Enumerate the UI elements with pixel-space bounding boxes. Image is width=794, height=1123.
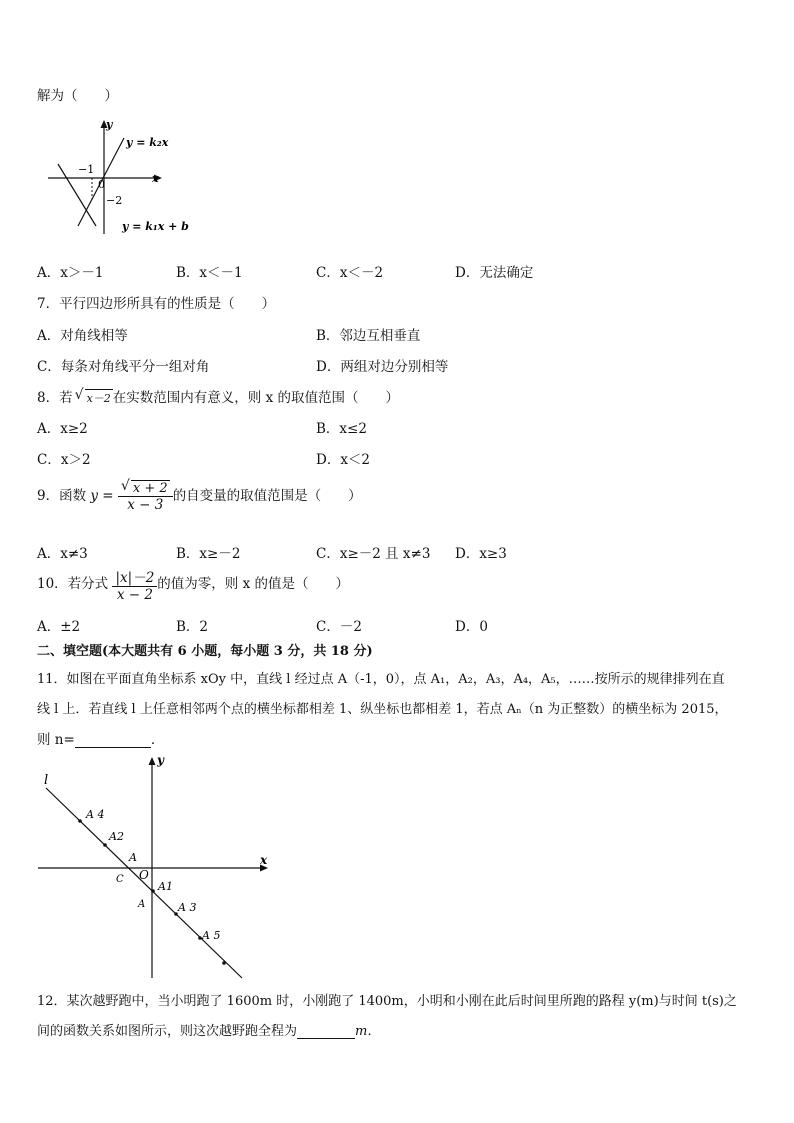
label-a-low: A xyxy=(138,899,146,910)
label-a3: A 3 xyxy=(178,901,197,914)
line-l xyxy=(46,788,242,978)
point-a1 xyxy=(151,889,155,893)
q12-post: m． xyxy=(355,1024,381,1039)
q11-line3 xyxy=(37,728,164,748)
q9-y-eq: y = xyxy=(90,488,114,504)
q10-post: 的值为零，则 x 的值是（ ） xyxy=(157,576,349,592)
label-a4: A 4 xyxy=(86,808,105,821)
figure-line-l-points xyxy=(36,752,276,982)
q6-stem-tail: 解为（ ） xyxy=(37,88,118,104)
q9-option-a: A．x≠3 xyxy=(37,546,88,562)
point-end xyxy=(222,961,226,965)
q10-option-c: C．－2 xyxy=(316,619,362,635)
q10-numerator: |x|－2 xyxy=(112,566,157,587)
point-a2 xyxy=(103,843,107,847)
fig2-y-arrow xyxy=(149,757,156,765)
q6-option-b: B．x＜－1 xyxy=(176,265,243,281)
q7-stem: 7．平行四边形所具有的性质是（ ） xyxy=(37,296,276,312)
q9-stem xyxy=(37,480,362,513)
q6-option-d: D．无法确定 xyxy=(455,265,534,281)
q9-numerator: √ x + 2 xyxy=(131,480,170,496)
q11-post: ． xyxy=(150,732,165,748)
q8-option-c: C．x＞2 xyxy=(37,452,91,468)
section-title-fill-in: 二、填空题(本大题共有 6 小题，每小题 3 分，共 18 分) xyxy=(37,644,373,659)
q7-option-c: C．每条对角线平分一组对角 xyxy=(37,359,210,375)
q7-option-a: A．对角线相等 xyxy=(37,328,128,344)
q11-line1: 11．如图在平面直角坐标系 xOy 中，直线 l 经过点 A（-1，0），点 A₁，A₂，A₃，A₄，A₅，……按所示的规律排列在直 xyxy=(37,672,725,687)
q7-option-d: D．两组对边分别相等 xyxy=(316,359,449,375)
fig1-line1-label: y = k₂x xyxy=(126,136,169,149)
fig1-neg1: −1 xyxy=(78,163,95,176)
q9-denominator: x − 3 xyxy=(127,497,164,513)
q7-option-b: B．邻边互相垂直 xyxy=(316,328,421,344)
label-a1: A1 xyxy=(158,880,173,893)
q10-stem xyxy=(37,566,349,603)
q9-option-b: B．x≥－2 xyxy=(176,546,241,562)
q9-fraction xyxy=(118,480,173,513)
q9-post: 的自变量的取值范围是（ ） xyxy=(172,488,362,504)
fig1-zero: 0 xyxy=(98,178,105,191)
q10-fraction xyxy=(112,566,157,603)
fig1-neg2: −2 xyxy=(106,194,123,207)
q8-post: 在实数范围内有意义，则 x 的取值范围（ ） xyxy=(112,390,399,406)
figure-linear-functions xyxy=(40,112,190,237)
label-o: O xyxy=(139,868,149,882)
fig1-line2-label: y = k₁x + b xyxy=(122,220,189,233)
label-a5: A 5 xyxy=(202,929,221,942)
label-c: C xyxy=(116,874,124,885)
q8-radical: √ x－2 xyxy=(85,389,113,406)
q8-option-a: A．x≥2 xyxy=(37,421,88,437)
q10-option-a: A．±2 xyxy=(37,619,81,635)
q10-pre: 10．若分式 xyxy=(37,576,109,592)
q8-stem xyxy=(37,386,399,406)
q12-line2 xyxy=(37,1020,380,1039)
fig2-l-label: l xyxy=(44,773,49,788)
q8-option-d: D．x＜2 xyxy=(316,452,371,468)
q12-line1: 12．某次越野跑中，当小明跑了 1600m 时，小刚跑了 1400m，小明和小刚在此后时间里所跑的路程 y(m)与时间 t(s)之 xyxy=(37,994,737,1009)
fig1-y-label: y xyxy=(106,118,113,131)
fig1-x-label: x xyxy=(152,172,159,185)
q10-denominator: x − 2 xyxy=(116,587,153,603)
point-a4 xyxy=(78,819,82,823)
q9-option-c: C．x≥－2 且 x≠3 xyxy=(316,546,431,562)
q11-answer-blank[interactable] xyxy=(75,747,151,748)
q11-pre: 则 n= xyxy=(37,732,75,748)
q9-pre: 9．函数 xyxy=(37,488,87,504)
label-a: A xyxy=(129,851,137,864)
fig2-y-label: y xyxy=(157,753,164,767)
q9-option-d: D．x≥3 xyxy=(455,546,507,562)
q12-pre: 间的函数关系如图所示，则这次越野跑全程为 xyxy=(37,1024,298,1039)
q8-option-b: B．x≤2 xyxy=(316,421,367,437)
fig2-x-label: x xyxy=(260,853,268,867)
q10-option-d: D．0 xyxy=(455,619,488,635)
q12-answer-blank[interactable] xyxy=(297,1038,355,1039)
q11-line2: 线 l 上．若直线 l 上任意相邻两个点的横坐标都相差 1、纵坐标也都相差 1，若点 Aₙ（n 为正整数）的横坐标为 2015， xyxy=(37,702,728,717)
label-a2: A2 xyxy=(109,830,124,843)
q10-option-b: B．2 xyxy=(176,619,209,635)
q6-option-c: C．x＜－2 xyxy=(316,265,384,281)
q8-pre: 8．若 xyxy=(37,390,73,406)
q6-option-a: A．x＞－1 xyxy=(37,265,104,281)
